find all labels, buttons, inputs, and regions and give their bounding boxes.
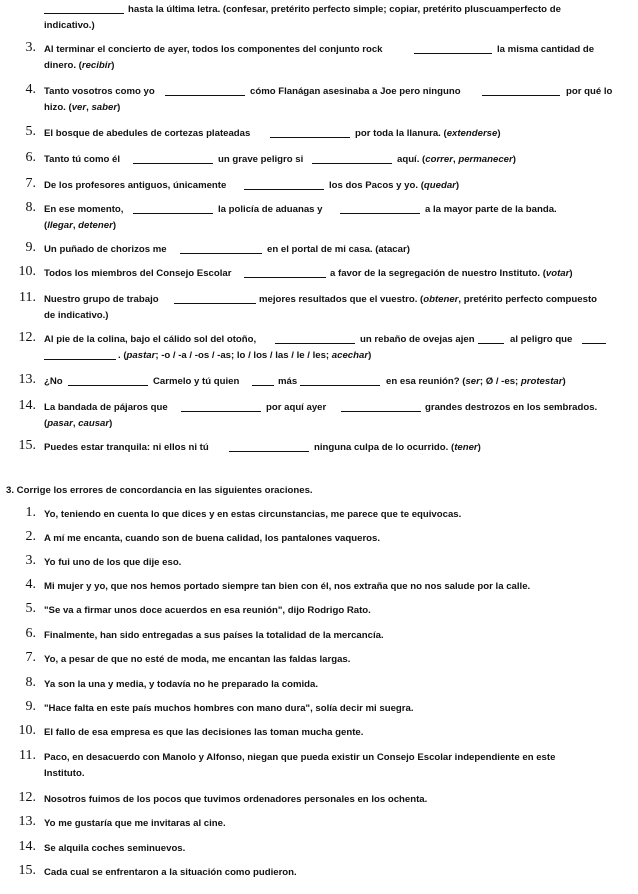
correction-item-8 [0, 675, 638, 693]
correction-item-14 [0, 839, 638, 857]
exercise-item-8 [0, 200, 638, 234]
blank[interactable] [414, 44, 492, 54]
exercise-item-4 [0, 82, 638, 116]
item-number: 15. [18, 863, 36, 878]
item-number: 5. [25, 601, 36, 616]
correction-item-2 [0, 529, 638, 547]
blank[interactable] [482, 86, 560, 96]
item-text: a favor de la segregación de nuestro Instituto. (votar) [330, 268, 573, 279]
item-text: Nosotros fuimos de los pocos que tuvimos ordenadores personales en los ochenta. [44, 794, 428, 805]
item-text-line2: (pasar, causar) [44, 418, 113, 429]
item-text-line2: (llegar, detener) [44, 220, 117, 231]
exercise-item-3 [0, 40, 638, 74]
item-number: 10. [18, 264, 36, 279]
item-number: 6. [25, 150, 36, 165]
item-text: grandes destrozos en los sembrados. [425, 402, 598, 413]
item-text: un rebaño de ovejas ajen [360, 334, 475, 345]
exercise-item-15 [0, 438, 638, 456]
blank[interactable] [270, 128, 350, 138]
blank[interactable] [229, 442, 309, 452]
item-text-line2: hizo. (ver, saber) [44, 102, 121, 113]
item-number: 11. [19, 290, 36, 305]
exercise-item-13 [0, 372, 638, 390]
item-number: 3. [25, 553, 36, 568]
section-heading: 3. Corrige los errores de concordancia en las siguientes oraciones. [6, 485, 313, 496]
item-2-continuation [0, 4, 638, 34]
item-number: 11. [19, 748, 36, 763]
correction-item-1 [0, 505, 638, 523]
item-text: ¿No [44, 376, 63, 387]
item-number: 12. [18, 790, 36, 805]
item-number: 7. [25, 176, 36, 191]
item-text: Mi mujer y yo, que nos hemos portado siempre tan bien con él, nos extraña que no nos salude por la calle. [44, 581, 531, 592]
blank[interactable] [44, 4, 124, 14]
item-text: De los profesores antiguos, únicamente [44, 180, 227, 191]
correction-item-12 [0, 790, 638, 808]
item-text: Yo, a pesar de que no esté de moda, me encantan las faldas largas. [44, 654, 351, 665]
correction-item-5 [0, 601, 638, 619]
correction-item-9 [0, 699, 638, 717]
blank[interactable] [133, 204, 213, 214]
item-number: 3. [25, 40, 36, 55]
item-number: 13. [18, 372, 36, 387]
item-text-line2: dinero. (recibir) [44, 60, 115, 71]
exercise-item-12 [0, 330, 638, 364]
exercise-item-14 [0, 398, 638, 432]
item-text: los dos Pacos y yo. (quedar) [329, 180, 460, 191]
blank[interactable] [478, 334, 504, 344]
item-number: 6. [25, 626, 36, 641]
item-text: en el portal de mi casa. (atacar) [267, 244, 410, 255]
item-number: 7. [25, 650, 36, 665]
item-text: más [278, 376, 298, 387]
item-text: Carmelo y tú quien [153, 376, 240, 387]
correction-item-15 [0, 863, 638, 881]
blank[interactable] [300, 376, 380, 386]
item-text: un grave peligro si [218, 154, 304, 165]
correction-item-11 [0, 748, 638, 782]
exercise-item-9 [0, 240, 638, 258]
blank[interactable] [312, 154, 392, 164]
item-text: ninguna culpa de lo ocurrido. (tener) [314, 442, 481, 453]
item-text-line2: Instituto. [44, 768, 85, 779]
item-number: 12. [18, 330, 36, 345]
correction-item-7 [0, 650, 638, 668]
item-text: cómo Flanágan asesinaba a Joe pero ninguno [250, 86, 461, 97]
item-text: aquí. (correr, permanecer) [397, 154, 516, 165]
item-number: 10. [18, 723, 36, 738]
blank[interactable] [44, 350, 116, 360]
item-text: Al pie de la colina, bajo el cálido sol del otoño, [44, 334, 257, 345]
item-text: la misma cantidad de [497, 44, 595, 55]
item-text: Yo, teniendo en cuenta lo que dices y en estas circunstancias, me parece que te equivocas. [44, 509, 462, 520]
blank[interactable] [165, 86, 245, 96]
item-text: A mí me encanta, cuando son de buena calidad, los pantalones vaqueros. [44, 533, 381, 544]
item-text: Se alquila coches seminuevos. [44, 843, 186, 854]
item-text: Yo me gustaría que me invitaras al cine. [44, 818, 226, 829]
correction-item-10 [0, 723, 638, 741]
blank[interactable] [252, 376, 274, 386]
item-text: la policía de aduanas y [218, 204, 323, 215]
item-text: El fallo de esa empresa es que las decisiones las toman mucha gente. [44, 727, 364, 738]
item-text: Al terminar el concierto de ayer, todos los componentes del conjunto rock [44, 44, 383, 55]
item-number: 2. [25, 529, 36, 544]
item-text: Cada cual se enfrentaron a la situación como pudieron. [44, 867, 297, 878]
item-text: Paco, en desacuerdo con Manolo y Alfonso, niegan que pueda existir un Consejo Escolar independiente en este [44, 752, 556, 763]
blank[interactable] [340, 204, 420, 214]
item-text: hasta la última letra. (confesar, pretérito perfecto simple; copiar, pretérito pluscuamperfecto de [128, 4, 561, 15]
exercise-item-5 [0, 124, 638, 142]
item-text: Yo fui uno de los que dije eso. [44, 557, 182, 568]
item-text: en esa reunión? (ser; Ø / -es; protestar) [386, 376, 566, 387]
item-number: 15. [18, 438, 36, 453]
item-text: La bandada de pájaros que [44, 402, 168, 413]
item-number: 14. [18, 839, 36, 854]
exercise-item-7 [0, 176, 638, 194]
item-number: 9. [25, 699, 36, 714]
item-text: por toda la llanura. (extenderse) [355, 128, 501, 139]
item-number: 8. [25, 200, 36, 215]
item-text: por aquí ayer [266, 402, 327, 413]
item-number: 4. [25, 82, 36, 97]
item-text: por qué lo [566, 86, 613, 97]
blank[interactable] [244, 180, 324, 190]
blank[interactable] [68, 376, 148, 386]
item-text-line2: indicativo.) [44, 20, 95, 31]
item-text: "Hace falta en este país muchos hombres con mano dura", solía decir mi suegra. [44, 703, 414, 714]
item-text: Finalmente, han sido entregadas a sus países la totalidad de la mercancía. [44, 630, 384, 641]
item-number: 14. [18, 398, 36, 413]
blank[interactable] [275, 334, 355, 344]
item-text: a la mayor parte de la banda. [425, 204, 557, 215]
item-text: Nuestro grupo de trabajo [44, 294, 159, 305]
item-text: al peligro que [510, 334, 573, 345]
item-text: mejores resultados que el vuestro. (obtener, pretérito perfecto compuesto [259, 294, 598, 305]
blank[interactable] [133, 154, 213, 164]
item-text-line2: de indicativo.) [44, 310, 109, 321]
item-text: "Se va a firmar unos doce acuerdos en esa reunión", dijo Rodrigo Rato. [44, 605, 371, 616]
item-number: 8. [25, 675, 36, 690]
exercise-item-6 [0, 150, 638, 168]
item-text: Tanto tú como él [44, 154, 121, 165]
correction-item-13 [0, 814, 638, 832]
correction-item-6 [0, 626, 638, 644]
item-text: El bosque de abedules de cortezas plateadas [44, 128, 251, 139]
item-text: Tanto vosotros como yo [44, 86, 155, 97]
blank[interactable] [174, 294, 256, 304]
exercise-item-11 [0, 290, 638, 324]
blank[interactable] [341, 402, 421, 412]
item-text: Todos los miembros del Consejo Escolar [44, 268, 232, 279]
item-text: Un puñado de chorizos me [44, 244, 167, 255]
item-text: Puedes estar tranquila: ni ellos ni tú [44, 442, 209, 453]
item-number: 4. [25, 577, 36, 592]
blank[interactable] [180, 244, 262, 254]
item-number: 9. [25, 240, 36, 255]
blank[interactable] [181, 402, 261, 412]
item-number: 5. [25, 124, 36, 139]
correction-item-3 [0, 553, 638, 571]
blank[interactable] [244, 268, 326, 278]
blank[interactable] [582, 334, 606, 344]
item-text: Ya son la una y media, y todavía no he preparado la comida. [44, 679, 319, 690]
item-number: 1. [25, 505, 36, 520]
correction-item-4 [0, 577, 638, 595]
exercise-item-10 [0, 264, 638, 282]
item-text-line2: . (pastar; -o / -a / -os / -as; lo / los / las / le / les; acechar) [118, 350, 372, 361]
item-text: En ese momento, [44, 204, 124, 215]
item-number: 13. [18, 814, 36, 829]
